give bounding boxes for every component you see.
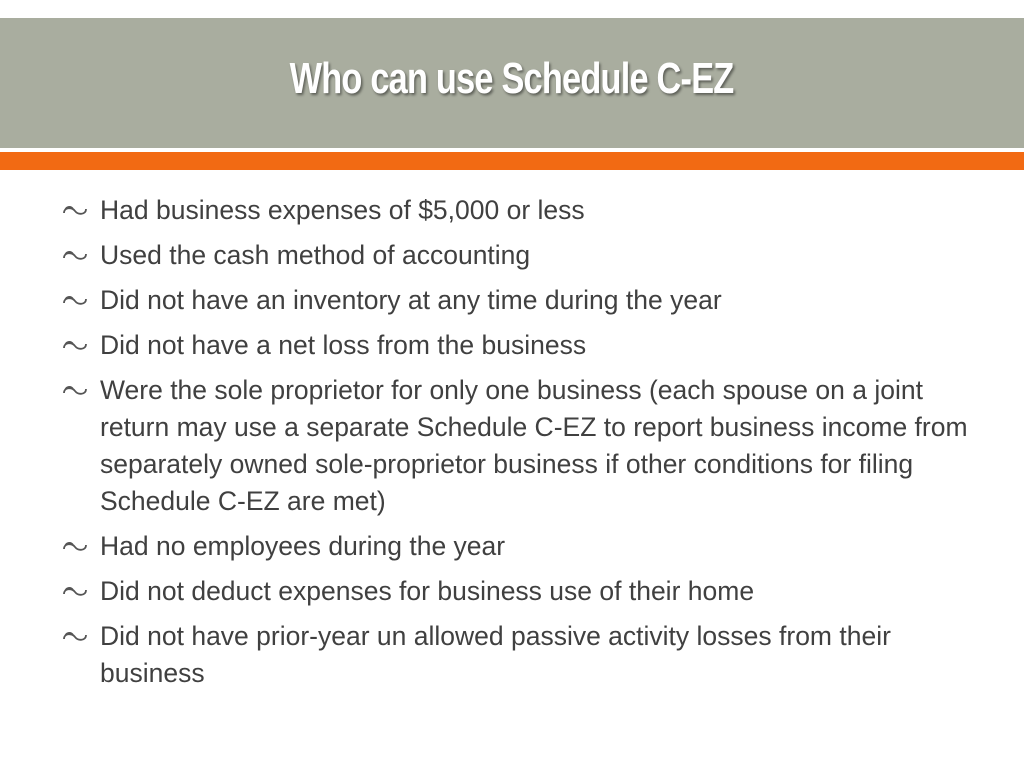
bullet-item bbox=[62, 282, 972, 319]
bullet-item bbox=[62, 192, 972, 229]
loop-bullet-icon bbox=[62, 585, 88, 599]
bullet-list bbox=[62, 192, 972, 692]
loop-bullet-icon bbox=[62, 204, 88, 218]
bullet-text: Had no employees during the year bbox=[100, 531, 506, 561]
title-band bbox=[0, 18, 1024, 148]
loop-bullet-icon bbox=[62, 540, 88, 554]
bullet-item bbox=[62, 528, 972, 565]
bullet-text: Had business expenses of $5,000 or less bbox=[100, 195, 585, 225]
loop-bullet-icon bbox=[62, 384, 88, 398]
bullet-item bbox=[62, 618, 972, 692]
bullet-item bbox=[62, 327, 972, 364]
loop-bullet-icon bbox=[62, 339, 88, 353]
content-area bbox=[62, 192, 972, 700]
accent-bar bbox=[0, 152, 1024, 170]
bullet-text: Did not have prior-year un allowed passive activity losses from their business bbox=[100, 621, 891, 688]
loop-bullet-icon bbox=[62, 294, 88, 308]
loop-bullet-icon bbox=[62, 630, 88, 644]
bullet-text: Did not have an inventory at any time during the year bbox=[100, 285, 722, 315]
bullet-text: Used the cash method of accounting bbox=[100, 240, 531, 270]
bullet-text: Did not deduct expenses for business use of their home bbox=[100, 576, 755, 606]
bullet-item bbox=[62, 573, 972, 610]
bullet-item bbox=[62, 372, 972, 520]
bullet-text: Were the sole proprietor for only one business (each spouse on a joint return may use a separate Schedule C-EZ to report business income from separately owned sole-proprietor business if other conditions for filing Schedule C-EZ are met) bbox=[100, 375, 968, 516]
bullet-text: Did not have a net loss from the business bbox=[100, 330, 587, 360]
loop-bullet-icon bbox=[62, 249, 88, 263]
bullet-item bbox=[62, 237, 972, 274]
slide-title: Who can use Schedule C-EZ bbox=[290, 54, 734, 103]
